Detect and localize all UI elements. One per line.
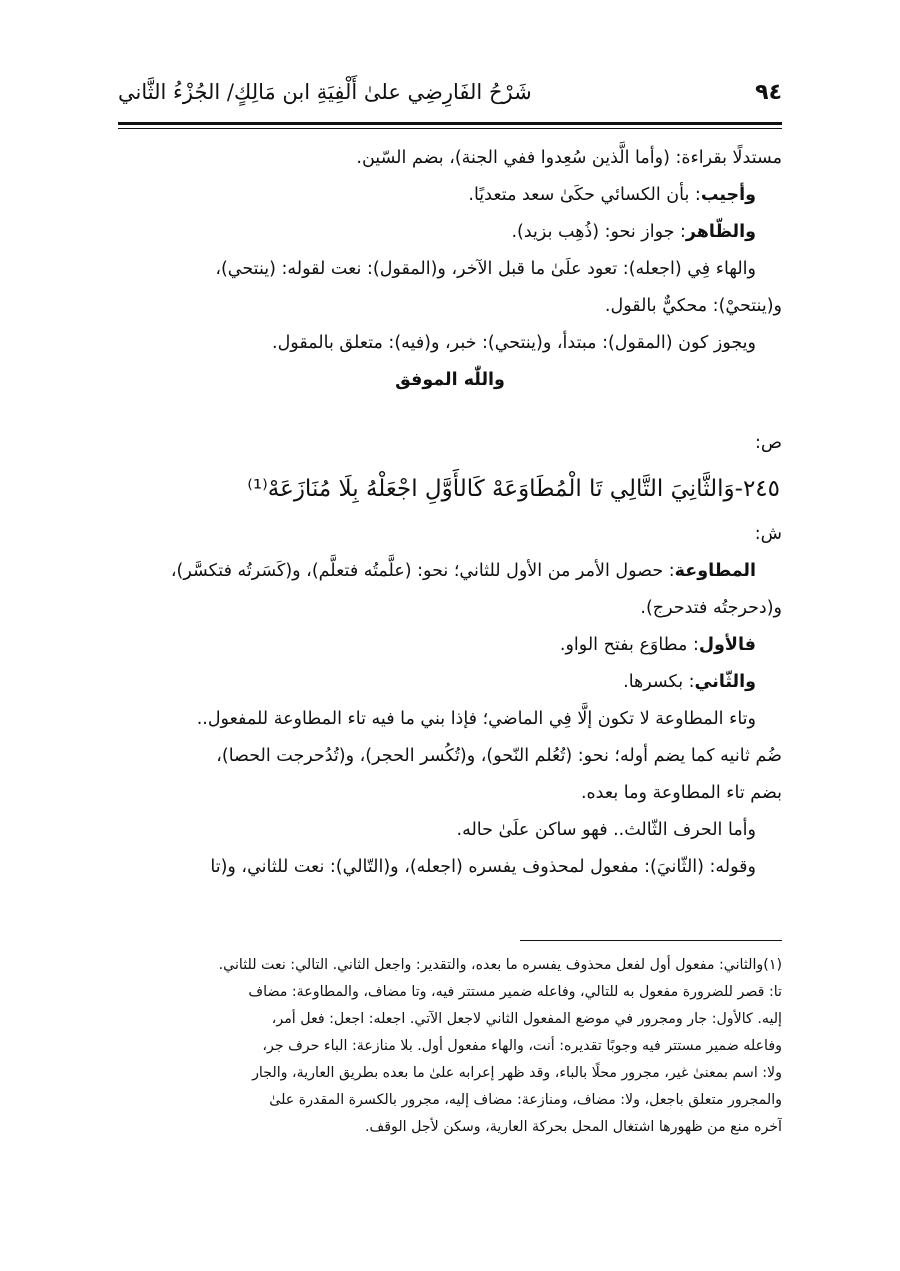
- term-label: والثّاني: [694, 672, 756, 692]
- paragraph: [118, 553, 782, 590]
- running-title: شَرْحُ الفَارِضِي علىٰ أَلْفِيَةِ ابن مَالِكٍ/ الجُزْءُ الثَّاني: [118, 80, 532, 104]
- page-header: [118, 78, 782, 114]
- closing-phrase: واللّٰه الموفق: [395, 370, 505, 390]
- paragraph: [118, 214, 782, 251]
- verse-line: ٢٤٥-وَالثَّانِيَ التَّالِي تَا الْمُطَاوَعَهْ كَالأَوَّلِ اجْعَلْهُ بِلَا مُنَازَعَهْ⁽¹⁾: [247, 476, 780, 502]
- paragraph-text: : مطاوَع بفتح الواو.: [559, 635, 699, 655]
- paragraph-text: : حصول الأمر من الأول للثاني؛ نحو: (علَّمتُه فتعلَّم)، و(كَسَرتُه فتكسَّر)،: [170, 561, 675, 581]
- paragraph-continuation: بضم تاء المطاوعة وما بعده.: [580, 783, 782, 803]
- paragraph: والهاء فِي (اجعله): تعود علَىٰ ما قبل الآخر، و(المقول): نعت لقوله: (ينتحي)،: [215, 259, 756, 279]
- footnote-rule: [520, 940, 782, 941]
- term-label: فالأول: [698, 635, 756, 655]
- paragraph-text: : جواز نحو: (ذُهِب بزيد).: [511, 222, 686, 242]
- term-label: المطاوعة: [674, 561, 756, 581]
- term-label: وأجيب: [700, 185, 756, 205]
- shin-label: ش:: [754, 524, 782, 544]
- footnote-line: آخره منع من ظهورها اشتغال المحل بحركة العارية، وسكن لأجل الوقف.: [365, 1119, 782, 1135]
- paragraph-continuation: ضُم ثانيه كما يضم أوله؛ نحو: (تُعُلم النّحو)، و(تُكُسر الحجر)، و(تُدُحرجت الحصا)،: [216, 746, 782, 766]
- paragraph: وأما الحرف الثّالث.. فهو ساكن علَىٰ حاله.: [456, 820, 756, 840]
- page-number: ٩٤: [755, 80, 782, 105]
- header-rule-thin: [118, 128, 782, 129]
- paragraph: مستدلًا بقراءة: (وأما الَّذين سُعِدوا ففي الجنة)، بضم السّين.: [356, 148, 782, 168]
- term-label: والظّاهر: [685, 222, 756, 242]
- paragraph-continuation: و(دحرجتُه فتدحرج).: [640, 598, 782, 618]
- footnote-line: وفاعله ضمير مستتر فيه وجوبًا تقديره: أنت، والهاء مفعول أول. بلا منازعة: الباء حرف جر،: [262, 1038, 782, 1054]
- paragraph-text: : بكسرها.: [623, 672, 695, 692]
- paragraph: [118, 664, 782, 701]
- spacer: [118, 399, 782, 425]
- paragraph: وقوله: (الثّانيَ): مفعول لمحذوف يفسره (اجعله)، و(التّالي): نعت للثاني، و(تا: [210, 857, 756, 877]
- body-text: [118, 140, 782, 886]
- footnotes: [118, 952, 782, 1141]
- footnote-line: ولا: اسم بمعنىٰ غير، مجرور محلًا بالباء، وقد ظهر إعرابه علىٰ ما بعده بطريق العارية، والجار: [252, 1065, 782, 1081]
- paragraph-continuation: و(ينتحيْ): محكيٌّ بالقول.: [604, 296, 782, 316]
- paragraph: [118, 627, 782, 664]
- footnote-line: إليه. كالأول: جار ومجرور في موضع المفعول الثاني لاجعل الآتي. اجعله: اجعل: فعل أمر،: [271, 1011, 782, 1027]
- header-rule-thick: [118, 122, 782, 125]
- footnote-line: تا: قصر للضرورة مفعول به للتالي، وفاعله ضمير مستتر فيه، وتا مضاف، والمطاوعة: مضاف: [248, 984, 782, 1000]
- paragraph: وتاء المطاوعة لا تكون إلَّا فِي الماضي؛ فإذا بني ما فيه تاء المطاوعة للمفعول..: [196, 709, 756, 729]
- paragraph: [118, 177, 782, 214]
- paragraph-text: : بأن الكسائي حكَىٰ سعد متعديًا.: [468, 185, 701, 205]
- paragraph: ويجوز كون (المقول): مبتدأ، و(ينتحي): خبر، و(فيه): متعلق بالمقول.: [272, 333, 756, 353]
- footnote-line: والمجرور متعلق باجعل، ولا: مضاف، ومنازعة: مضاف إليه، مجرور بالكسرة المقدرة علىٰ: [269, 1092, 782, 1108]
- sad-label: ص:: [754, 433, 782, 453]
- footnote-line: (١)والثاني: مفعول أول لفعل محذوف يفسره ما بعده، والتقدير: واجعل الثاني. التالي: نعت للثاني.: [218, 957, 782, 973]
